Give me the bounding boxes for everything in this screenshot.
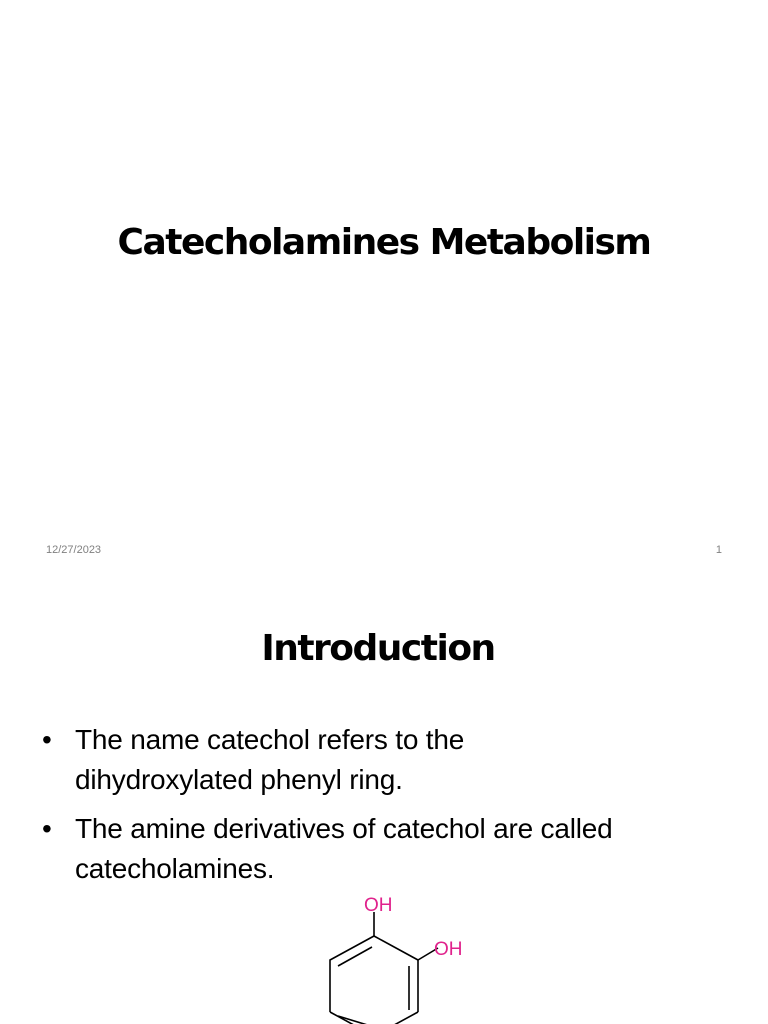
hydroxyl-label: OH: [434, 939, 463, 960]
bullet-item: [42, 809, 742, 889]
introduction-slide: [0, 576, 768, 1024]
footer-page-number: 1: [715, 544, 722, 556]
bullet-text-line: The amine derivatives of catechol are called: [75, 813, 613, 844]
bullet-text-line: catecholamines.: [75, 853, 275, 884]
bullet-text-line: The name catechol refers to the: [75, 724, 465, 755]
catechol-structure-diagram: [320, 896, 480, 1024]
bullet-icon: •: [42, 724, 52, 755]
footer-date: 12/27/2023: [46, 544, 102, 556]
bullet-item: [42, 720, 742, 800]
bullet-text-line: dihydroxylated phenyl ring.: [75, 764, 403, 795]
bullet-list: [42, 720, 742, 898]
bullet-icon: •: [42, 813, 52, 844]
slide-title: Introduction: [261, 628, 495, 669]
slide-title: Catecholamines Metabolism: [117, 222, 651, 263]
benzene-ring: [330, 912, 438, 1024]
hydroxyl-label: OH: [364, 896, 393, 916]
